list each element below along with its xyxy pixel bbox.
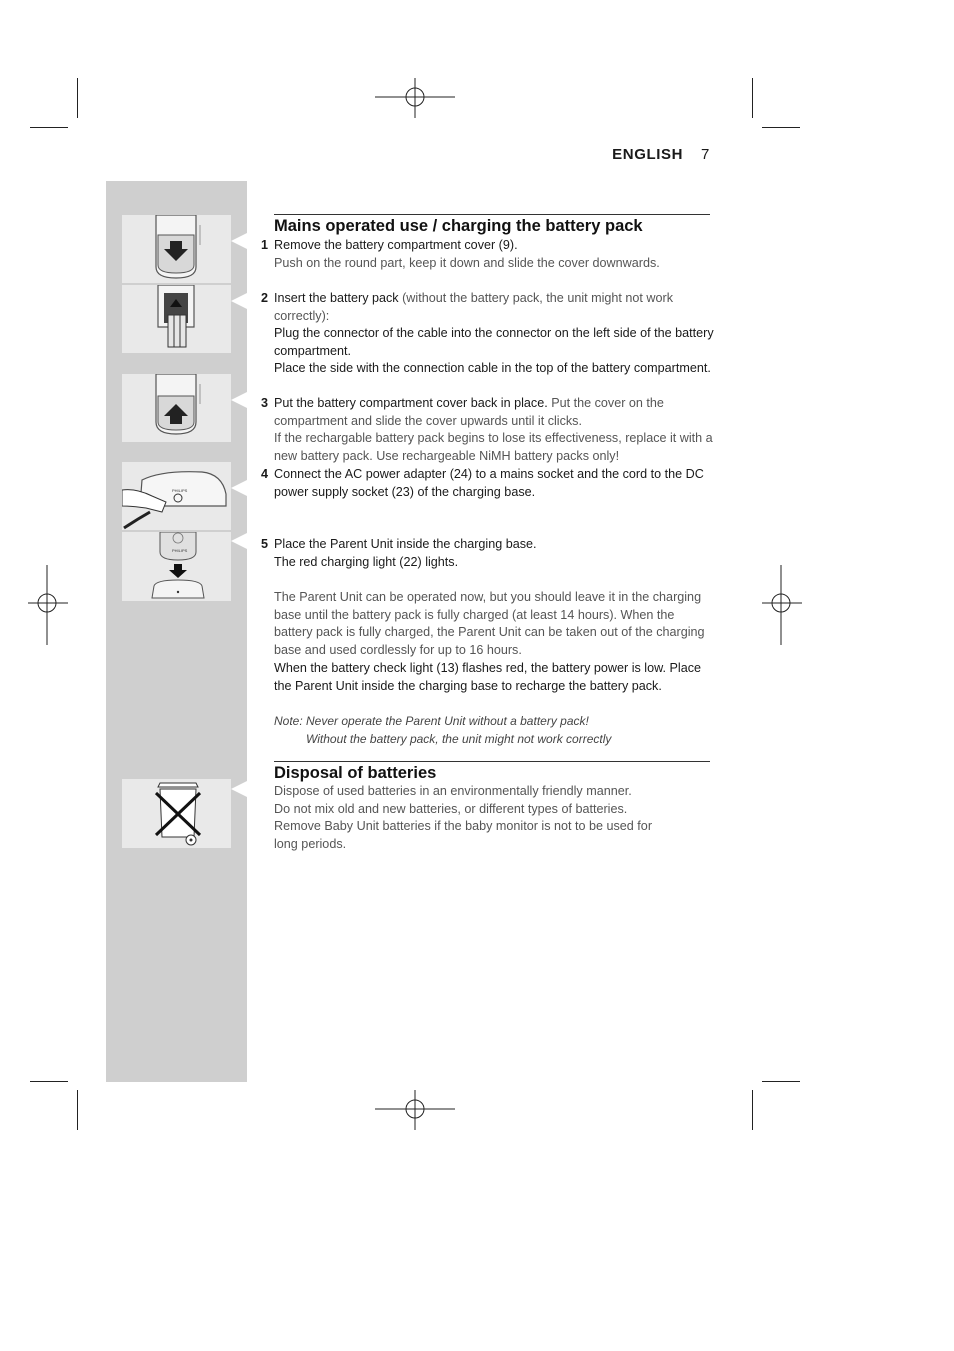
crossed-bin-icon	[122, 779, 231, 848]
illustration-pointer	[231, 480, 247, 496]
step-number: 1	[261, 238, 269, 252]
step-1-instruction: Remove the battery compartment cover (9).	[274, 238, 518, 252]
illustration-connect-adapter	[122, 462, 231, 530]
step-number: 3	[261, 396, 269, 410]
unit-into-base-icon	[122, 532, 231, 601]
step-2-detail-plug: Plug the connector of the cable into the connector on the left side of the battery compartment.	[274, 326, 714, 358]
note	[274, 713, 714, 748]
unit-cover-up-icon	[122, 374, 231, 442]
charging-info-paragraph: The Parent Unit can be operated now, but you should leave it in the charging base until the battery pack is fully charged (at least 14 hours). When the battery pack is fully charged, the Parent Unit can be taken out of the charging base and used cordlessly for up to 16 hours.	[274, 590, 705, 657]
registration-mark-bottom	[375, 1090, 455, 1130]
page-number: 7	[701, 146, 710, 163]
language-label: ENGLISH	[612, 146, 684, 163]
crop-mark	[30, 127, 68, 128]
section-rule	[274, 761, 710, 762]
step-3-lead-rest: Put the cover on the compartment and slide the cover upwards until it clicks.	[274, 396, 664, 428]
step-4	[261, 466, 714, 501]
step-3	[261, 395, 714, 465]
disposal-text	[274, 783, 714, 853]
disposal-line-3: Remove Baby Unit batteries if the baby monitor is not to be used for long periods.	[274, 819, 653, 851]
step-number: 2	[261, 291, 269, 305]
crop-mark	[762, 127, 800, 128]
registration-mark-left	[28, 565, 68, 645]
illustration-unit-in-base	[122, 532, 231, 601]
crop-mark	[752, 78, 753, 118]
illustration-disposal	[122, 779, 231, 848]
crop-mark	[762, 1081, 800, 1082]
page-header	[560, 146, 710, 163]
note-line-1: Note: Never operate the Parent Unit without a battery pack!	[274, 714, 589, 728]
step-3-detail: If the rechargable battery pack begins to lose its effectiveness, replace it with a new battery pack. Use rechargeable NiMH battery packs only!	[274, 431, 713, 463]
registration-mark-right	[762, 565, 802, 645]
unit-cover-down-icon	[122, 215, 231, 283]
crop-mark	[77, 1090, 78, 1130]
illustration-pointer	[231, 233, 247, 249]
section-title-charging: Mains operated use / charging the battery pack	[274, 217, 643, 235]
registration-mark-top	[375, 78, 455, 118]
step-1	[261, 237, 714, 272]
unit-brand-text: PHILIPS	[172, 548, 188, 553]
step-2	[261, 290, 714, 378]
illustration-pointer	[231, 781, 247, 797]
charging-base-plug-icon	[122, 462, 231, 530]
battery-insert-icon	[122, 285, 231, 353]
section-title-disposal: Disposal of batteries	[274, 764, 437, 782]
battery-low-paragraph: When the battery check light (13) flashes red, the battery power is low. Place the Parent Unit inside the charging base to recharge the battery pack.	[274, 661, 702, 693]
illustration-remove-cover	[122, 215, 231, 283]
illustration-pointer	[231, 392, 247, 408]
crop-mark	[752, 1090, 753, 1130]
step-number: 4	[261, 467, 269, 481]
step-2-lead: Insert the battery pack	[274, 291, 399, 305]
step-2-detail-place: Place the side with the connection cable in the top of the battery compartment.	[274, 361, 711, 376]
step-2-lead-rest: (without the battery pack, the unit might not work correctly):	[274, 291, 674, 323]
step-3-lead: Put the battery compartment cover back in place.	[274, 396, 548, 410]
step-1-detail: Push on the round part, keep it down and slide the cover downwards.	[274, 255, 660, 270]
step-5-detail: The red charging light (22) lights.	[274, 554, 459, 569]
step-number: 5	[261, 537, 269, 551]
illustration-replace-cover	[122, 374, 231, 442]
illustration-pointer	[231, 533, 247, 549]
illustration-pointer	[231, 293, 247, 309]
step-4-instruction: Connect the AC power adapter (24) to a mains socket and the cord to the DC power supply socket (23) of the charging base.	[274, 467, 704, 499]
base-brand-text: PHILIPS	[172, 488, 188, 493]
crop-mark	[77, 78, 78, 118]
step-5	[261, 536, 714, 571]
step-5-instruction: Place the Parent Unit inside the charging base.	[274, 537, 537, 551]
note-line-2: Without the battery pack, the unit might not work correctly	[306, 731, 612, 746]
disposal-line-2: Do not mix old and new batteries, or different types of batteries.	[274, 801, 628, 816]
disposal-line-1: Dispose of used batteries in an environmentally friendly manner.	[274, 784, 632, 798]
section-rule	[274, 214, 710, 215]
crop-mark	[30, 1081, 68, 1082]
illustration-insert-battery	[122, 285, 231, 353]
